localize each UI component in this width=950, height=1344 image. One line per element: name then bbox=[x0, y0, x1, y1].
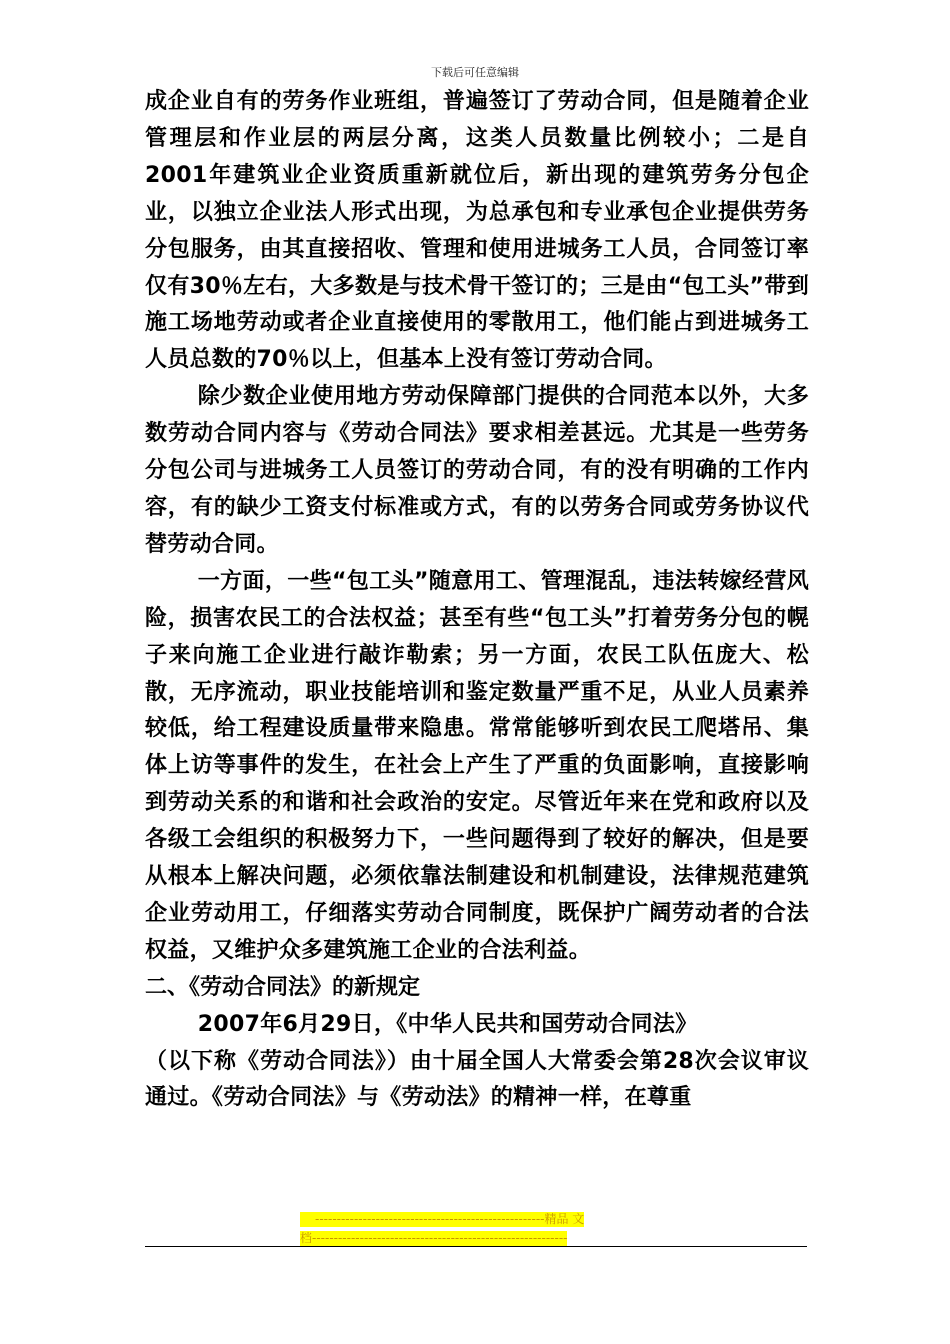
footer-line-1: -----------------------------------------------------精品 文 bbox=[300, 1212, 584, 1227]
paragraph-3: 一方面，一些“包工头”随意用工、管理混乱，违法转嫁经营风险，损害农民工的合法权益；甚至有些“包工头”打着劳务分包的幌子来向施工企业进行敲诈勒索；另一方面，农民工队伍庞大、松散，无序流动，职业技能培训和鉴定数量严重不足，从业人员素养较低，给工程建设质量带来隐患。常常能够听到农民工爬塔吊、集体上访等事件的发生，在社会上产生了严重的负面影响，直接影响到劳动关系的和谐和社会政治的安定。尽管近年来在党和政府以及各级工会组织的积极努力下，一些问题得到了较好的解决，但是要从根本上解决问题，必须依靠法制建设和机制建设，法律规范建筑企业劳动用工，仔细落实劳动合同制度，既保护广阔劳动者的合法权益，又维护众多建筑施工企业的合法利益。 bbox=[145, 568, 809, 963]
paragraph-1: 成企业自有的劳务作业班组，普遍签订了劳动合同，但是随着企业管理层和作业层的两层分离，这类人员数量比例较小；二是自2001年建筑业企业资质重新就位后，新出现的建筑劳务分包企业，以独立企业法人形式出现，为总承包和专业承包企业提供劳务分包服务，由其直接招收、管理和使用进城务工人员，合同签订率仅有30％左右，大多数是与技术骨干签订的；三是由“包工头”带到施工场地劳动或者企业直接使用的零散用工，他们能占到进城务工人员总数的70％以上，但基本上没有签订劳动合同。 bbox=[145, 89, 809, 373]
footer-watermark bbox=[300, 1212, 650, 1250]
page-header-note: 下载后可任意编辑 bbox=[431, 66, 519, 79]
paragraph-2: 除少数企业使用地方劳动保障部门提供的合同范本以外，大多数劳动合同内容与《劳动合同法》要求相差甚远。尤其是一些劳务分包公司与进城务工人员签订的劳动合同，有的没有明确的工作内容，有的缺少工资支付标准或方式，有的以劳务合同或劳务协议代替劳动合同。 bbox=[145, 384, 809, 557]
section-heading: 二、《劳动合同法》的新规定 bbox=[145, 974, 421, 1000]
paragraph-5: （以下称《劳动合同法》）由十届全国人大常委会第28次会议审议通过。《劳动合同法》与《劳动法》的精神一样，在尊重 bbox=[145, 1048, 809, 1111]
footer-divider bbox=[145, 1246, 807, 1247]
document-body bbox=[145, 84, 809, 1117]
paragraph-4: 2007年6月29日，《中华人民共和国劳动合同法》 bbox=[197, 1011, 698, 1037]
footer-line-2: 档----------------------------------------------------------- bbox=[300, 1231, 568, 1245]
